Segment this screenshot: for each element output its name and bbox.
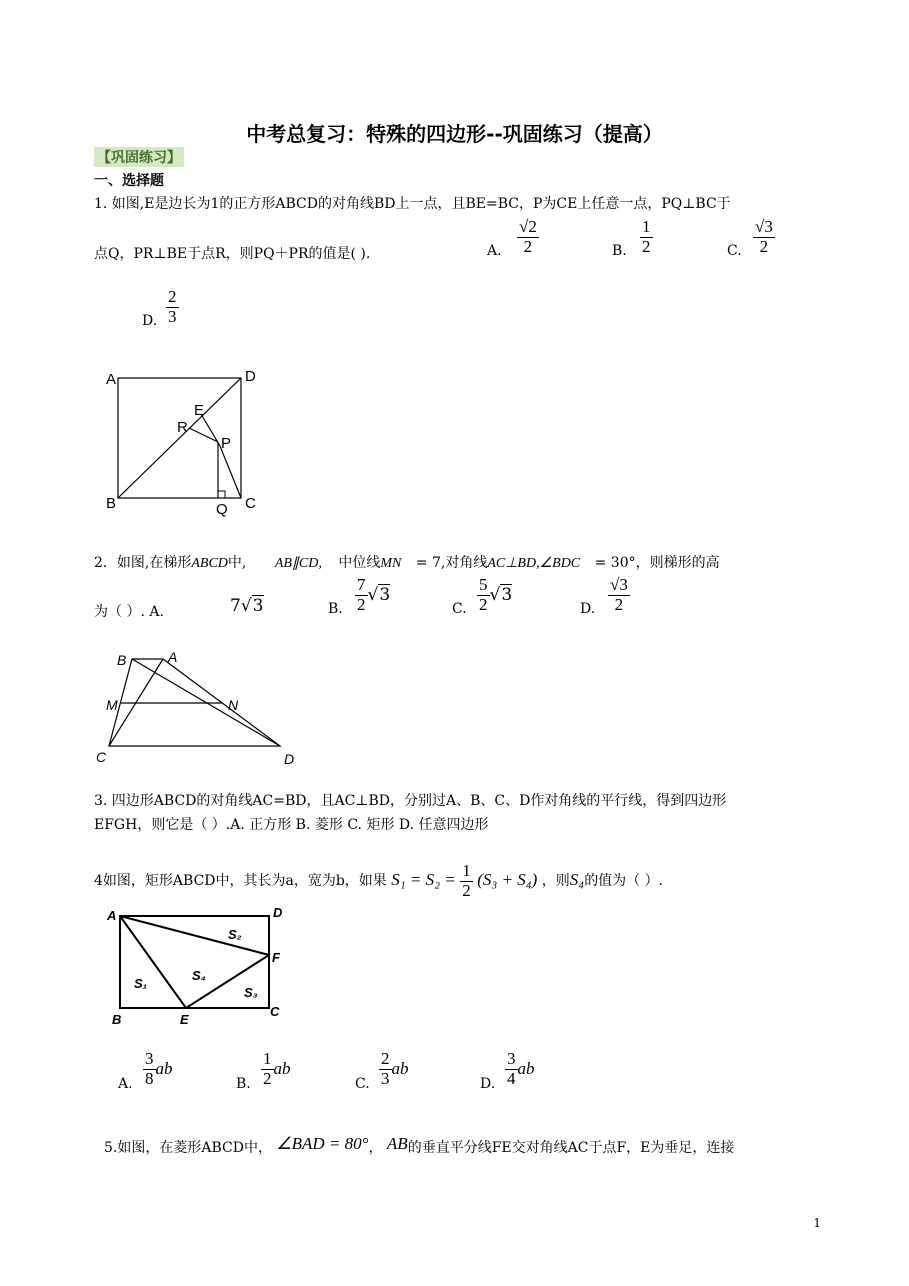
fig2-label-a: A (168, 649, 178, 665)
q2-line1: 2．如图,在梯形ABCD中, AB∥CD, 中位线MN = 7,对角线AC⊥BD,∠BDC = 30°，则梯形的高 (94, 555, 720, 571)
section-tag: 【巩固练习】 (94, 147, 184, 167)
q4-option-d-label: D. (480, 1076, 496, 1092)
q4-line: 4如图，矩形ABCD中，其长为a，宽为b，如果 S₁ = S₂ = $\frac{1}{2}$ (S₃ + S₄) ，则S₄的值为（ ）. (94, 861, 664, 900)
fig4-label-s2: S₂ (228, 927, 242, 942)
q4-option-c-label: C. (355, 1076, 370, 1092)
q1-option-b-value: $\frac{1}{2}$ (642, 217, 651, 256)
q2-option-b-value: $\frac{7}{2}$ √3 (357, 575, 391, 614)
fig4-label-s1: S₁ (134, 976, 148, 991)
q5-line: 5.如图，在菱形ABCD中， ∠BAD = 80°， AB的垂直平分线FE交对角线AC于点F，E为垂足，连接 (104, 1134, 735, 1156)
fig4-label-a: A (107, 908, 117, 923)
fig1-label-r: R (177, 419, 188, 436)
q2-option-c-value: $\frac{5}{2}$ √3 (479, 575, 513, 614)
q1-option-d-value: $\frac{2}{3}$ (168, 287, 177, 326)
q1-option-c-value: $\frac{√3}{2}$ (755, 217, 773, 256)
q4-figure-rectangle (104, 900, 294, 1030)
q4-option-c-value: $\frac{2}{3}$ ab (381, 1049, 409, 1088)
q1-option-d-label: D. (142, 313, 158, 329)
fig1-label-p: P (221, 435, 232, 452)
section-heading: 一、选择题 (94, 173, 164, 189)
q1-line1: 1. 如图,E是边长为1的正方形ABCD的对角线BD上一点，且BE=BC，P为CE上任意一点，PQ⊥BC于 (94, 196, 731, 212)
fig4-label-s4: S₄ (192, 968, 206, 983)
fig1-label-a: A (106, 371, 117, 388)
q2-option-d-label: D. (580, 601, 596, 617)
fig1-label-b: B (106, 495, 117, 512)
q2-option-c-label: C. (452, 601, 467, 617)
fig4-label-b: B (112, 1012, 122, 1027)
q2-line2: 为（ ）. A. (94, 604, 164, 620)
q2-option-a-value: 7√3 (230, 596, 264, 616)
q4-option-a-label: A. (118, 1076, 133, 1092)
fig2-label-b: B (117, 652, 127, 668)
q4-option-b-value: $\frac{1}{2}$ ab (263, 1049, 291, 1088)
q4-option-b-label: B. (236, 1076, 251, 1092)
q1-option-b-label: B. (612, 243, 627, 259)
q2-figure-trapezoid (92, 644, 307, 772)
q4-option-d-value: $\frac{3}{4}$ ab (507, 1049, 535, 1088)
q1-figure-square (100, 362, 270, 522)
page-title: 中考总复习：特殊的四边形--巩固练习（提高） (246, 122, 663, 146)
fig4-label-s3: S₃ (244, 985, 258, 1000)
fig1-label-e: E (194, 402, 205, 419)
fig1-label-d: D (245, 368, 256, 385)
fig4-label-d: D (273, 905, 283, 920)
fig2-label-m: M (106, 697, 118, 713)
page-number: 1 (813, 1216, 821, 1230)
fig1-label-q: Q (216, 501, 228, 518)
fig2-label-c: C (96, 749, 107, 765)
fig4-label-e: E (180, 1012, 189, 1027)
fig1-label-c: C (245, 495, 256, 512)
fig2-label-d: D (284, 751, 295, 767)
fig2-label-n: N (228, 697, 239, 713)
q1-line2: 点Q，PR⊥BE于点R，则PQ＋PR的值是( ). (94, 246, 371, 262)
q2-option-b-label: B. (328, 601, 343, 617)
fig4-label-c: C (270, 1004, 280, 1019)
q1-option-a-value: $\frac{√2}{2}$ (519, 217, 537, 256)
q3-line1: 3. 四边形ABCD的对角线AC=BD，且AC⊥BD，分别过A、B、C、D作对角线的平行线，得到四边形 (94, 793, 727, 809)
q3-line2: EFGH，则它是（ ）.A. 正方形 B. 菱形 C. 矩形 D. 任意四边形 (94, 817, 489, 833)
q4-option-a-value: $\frac{3}{8}$ ab (145, 1049, 173, 1088)
fig4-label-f: F (272, 950, 280, 965)
q1-option-c-label: C. (727, 243, 742, 259)
q1-option-a-label: A. (487, 243, 502, 259)
q2-option-d-value: $\frac{√3}{2}$ (610, 575, 628, 614)
